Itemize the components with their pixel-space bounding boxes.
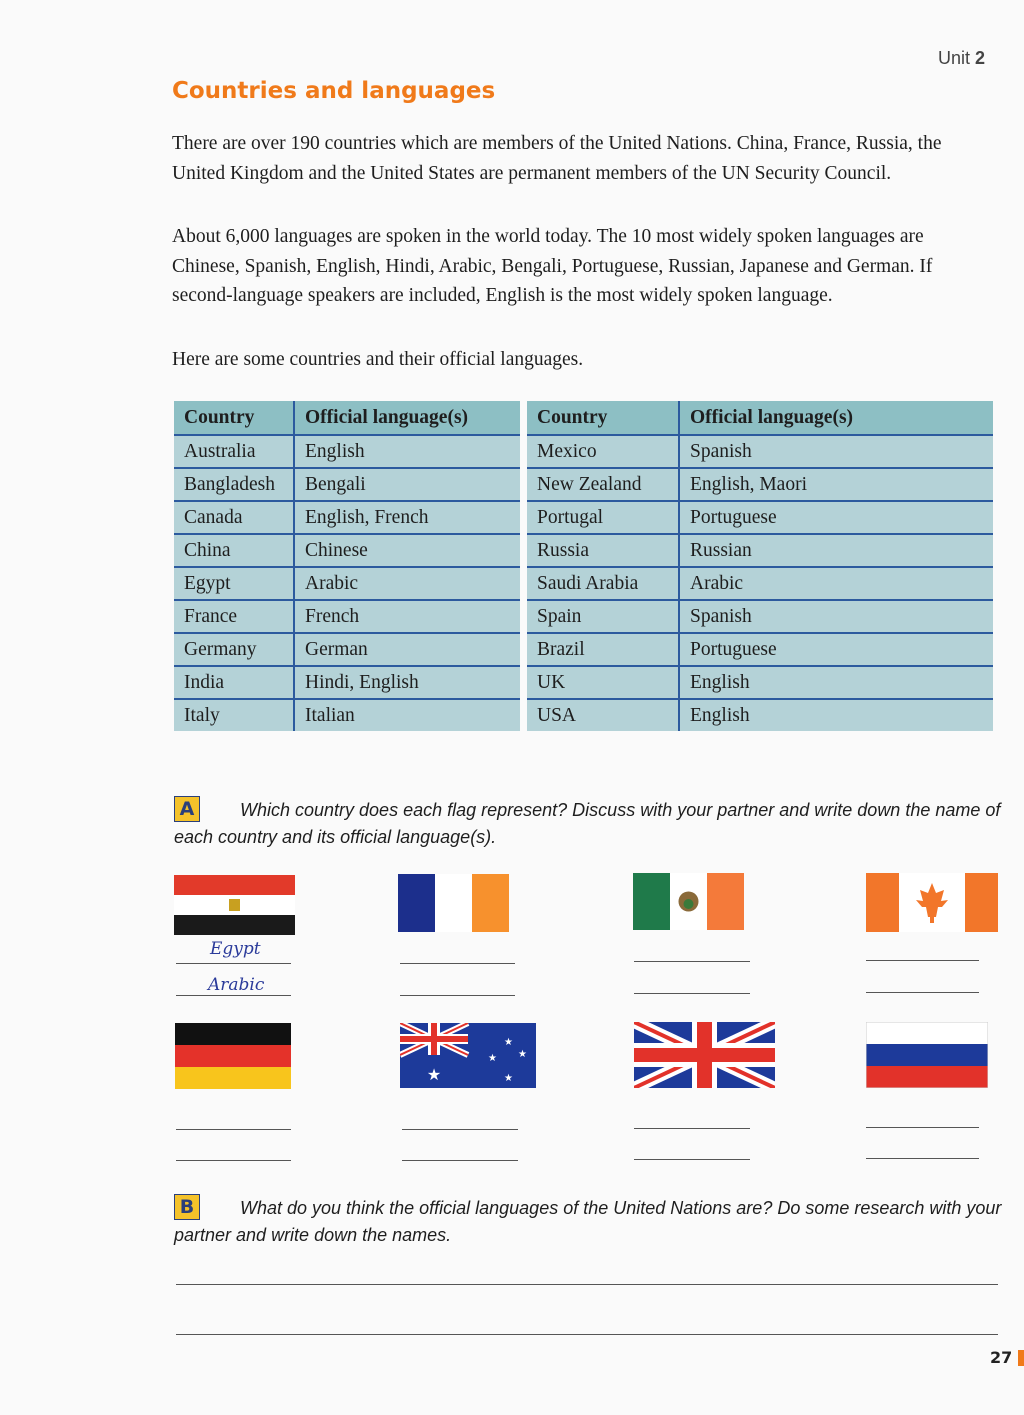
table-row	[174, 600, 520, 633]
table-row	[174, 699, 520, 731]
intro-paragraph-2: About 6,000 languages are spoken in the world today. The 10 most widely spoken languages are Chinese, Spanish, English, Hindi, Arabic, Bengali, Portuguese, Russian, Japanese and German. If second-language speakers are included, English is the most widely spoken language.	[172, 226, 933, 306]
unit-label: Unit 2	[938, 48, 986, 68]
language-cell: Portuguese	[679, 633, 993, 666]
russia-flag	[866, 1022, 988, 1088]
answer-line[interactable]	[400, 995, 515, 996]
task-b-instructions: What do you think the official languages of the United Nations are? Do some research with your partner and write down the names.	[174, 1198, 1002, 1245]
canada-flag	[866, 873, 998, 932]
country-cell: India	[174, 666, 294, 699]
answer-line[interactable]	[634, 961, 750, 962]
answer-line[interactable]	[176, 1129, 291, 1130]
table-row	[174, 501, 520, 534]
task-b-badge: B	[174, 1194, 200, 1220]
mexico-flag	[633, 873, 744, 930]
svg-text:★: ★	[504, 1073, 513, 1084]
table-row	[527, 600, 993, 633]
svg-text:★: ★	[518, 1049, 527, 1060]
page-marker	[1018, 1350, 1024, 1366]
language-cell: German	[294, 633, 520, 666]
language-cell: English	[294, 435, 520, 468]
intro-paragraph-3: Here are some countries and their official languages.	[172, 349, 584, 370]
answer-line[interactable]	[402, 1160, 518, 1161]
country-header: Country	[527, 401, 679, 435]
answer-line[interactable]	[634, 1159, 750, 1160]
language-cell: Bengali	[294, 468, 520, 501]
language-cell: Arabic	[679, 567, 993, 600]
language-cell: English, Maori	[679, 468, 993, 501]
table-row	[527, 534, 993, 567]
languages-table-right	[527, 401, 993, 731]
answer-line[interactable]	[634, 993, 750, 994]
table-row	[527, 633, 993, 666]
language-cell: Spanish	[679, 600, 993, 633]
country-cell: Russia	[527, 534, 679, 567]
country-cell: Brazil	[527, 633, 679, 666]
country-cell: New Zealand	[527, 468, 679, 501]
answer-line[interactable]	[866, 1127, 979, 1128]
language-cell: Chinese	[294, 534, 520, 567]
table-row	[174, 468, 520, 501]
country-cell: Germany	[174, 633, 294, 666]
language-cell: Arabic	[294, 567, 520, 600]
country-cell: Australia	[174, 435, 294, 468]
language-cell: English	[679, 666, 993, 699]
table-row	[527, 699, 993, 731]
table-row	[174, 435, 520, 468]
table-row	[174, 633, 520, 666]
country-cell: France	[174, 600, 294, 633]
language-header: Official language(s)	[294, 401, 520, 435]
answer-line[interactable]	[176, 1284, 998, 1285]
table-row	[527, 567, 993, 600]
svg-text:★: ★	[426, 1065, 442, 1084]
france-flag	[398, 874, 509, 932]
country-cell: China	[174, 534, 294, 567]
page-title: Countries and languages	[172, 78, 496, 104]
language-cell: Portuguese	[679, 501, 993, 534]
country-cell: Italy	[174, 699, 294, 731]
answer-line[interactable]	[866, 960, 979, 961]
country-cell: Egypt	[174, 567, 294, 600]
table-row	[174, 534, 520, 567]
table-row	[174, 666, 520, 699]
country-cell: Spain	[527, 600, 679, 633]
country-header: Country	[174, 401, 294, 435]
language-cell: French	[294, 600, 520, 633]
table-header-row	[174, 401, 520, 435]
table-header-row	[527, 401, 993, 435]
task-a-badge: A	[174, 796, 200, 822]
language-cell: Hindi, English	[294, 666, 520, 699]
table-row	[527, 468, 993, 501]
answer-line[interactable]	[402, 1129, 518, 1130]
germany-flag	[175, 1023, 291, 1089]
country-cell: USA	[527, 699, 679, 731]
table-row	[527, 666, 993, 699]
table-row	[527, 435, 993, 468]
language-cell: English	[679, 699, 993, 731]
answer-line[interactable]	[866, 992, 979, 993]
answer-line[interactable]	[866, 1158, 979, 1159]
handwritten-country: Egypt	[210, 939, 261, 959]
language-cell: Russian	[679, 534, 993, 567]
answer-line[interactable]	[634, 1128, 750, 1129]
table-row	[527, 501, 993, 534]
language-cell: Italian	[294, 699, 520, 731]
page-number: 27	[990, 1348, 1013, 1367]
handwritten-language: Arabic	[208, 975, 265, 995]
australia-flag	[400, 1023, 536, 1088]
languages-table-left	[174, 401, 520, 731]
language-cell: English, French	[294, 501, 520, 534]
svg-text:★: ★	[488, 1053, 497, 1064]
country-cell: Mexico	[527, 435, 679, 468]
country-cell: Saudi Arabia	[527, 567, 679, 600]
egypt-flag	[174, 875, 295, 935]
svg-text:★: ★	[504, 1037, 513, 1048]
task-a-instructions: Which country does each flag represent? Discuss with your partner and write down the name of each country and its official language(s).	[174, 800, 1001, 847]
answer-line[interactable]	[400, 963, 515, 964]
country-cell: Bangladesh	[174, 468, 294, 501]
country-cell: Canada	[174, 501, 294, 534]
uk-flag	[634, 1022, 775, 1088]
table-row	[174, 567, 520, 600]
answer-line[interactable]	[176, 1334, 998, 1335]
language-header: Official language(s)	[679, 401, 993, 435]
language-cell: Spanish	[679, 435, 993, 468]
answer-line[interactable]	[176, 1160, 291, 1161]
answer-line	[176, 963, 291, 964]
intro-paragraph-1: There are over 190 countries which are members of the United Nations. China, France, Russia, the United Kingdom and the United States are permanent members of the UN Security Council.	[172, 133, 942, 184]
answer-line	[176, 995, 291, 996]
country-cell: UK	[527, 666, 679, 699]
country-cell: Portugal	[527, 501, 679, 534]
